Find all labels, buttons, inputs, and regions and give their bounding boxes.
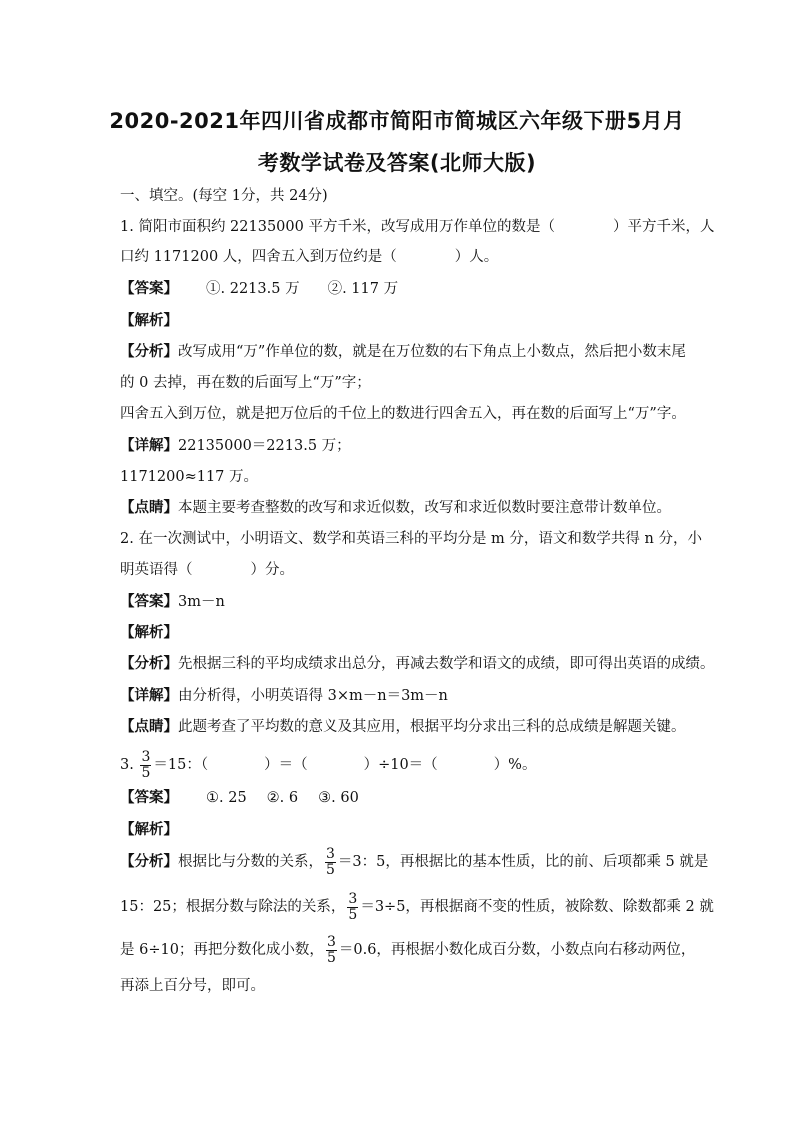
q3-fraction (140, 750, 151, 781)
q1-answer-1: ①. 2213.5 万 (206, 281, 300, 297)
q1-text2b: ）人。 (454, 249, 499, 265)
point-label: 【点睛】 (120, 719, 178, 735)
fraction-numerator: 3 (141, 748, 151, 765)
q2-answer-value: 3m－n (178, 594, 225, 610)
q1-answer-2: ②. 117 万 (327, 281, 399, 297)
q3-f2a: 15：25；根据分数与除法的关系， (120, 899, 346, 915)
q3-f2b: ＝3÷5，再根据商不变的性质，被除数、除数都乘 2 就 (360, 899, 714, 915)
q2-answer (120, 592, 225, 612)
q3-f1a: 根据比与分数的关系， (178, 854, 323, 870)
q3-question (120, 748, 536, 782)
answer-label: 【答案】 (120, 790, 178, 806)
answer-label: 【答案】 (120, 281, 178, 297)
detail-label: 【详解】 (120, 688, 178, 704)
q3-fraction-inline (326, 935, 337, 966)
q3-f3a: 是 6÷10；再把分数化成小数， (120, 942, 324, 958)
q2-analysis-label: 【解析】 (120, 625, 178, 641)
q3-f3b: ＝0.6，再根据小数化成百分数，小数点向右移动两位， (338, 942, 696, 958)
q2-text2: 明英语得（ (120, 562, 193, 578)
fenxi-label: 【分析】 (120, 854, 178, 870)
q1-analysis-label: 【解析】 (120, 313, 178, 329)
q1-point (120, 498, 671, 518)
q2-text2b: ）分。 (250, 562, 294, 578)
q2-point (120, 717, 686, 737)
q3-text-a: ＝15：（ (153, 757, 209, 773)
q2-point-text: 此题考查了平均数的意义及其应用，根据平均分求出三科的总成绩是解题关键。 (178, 719, 686, 735)
q3-number: 3. (120, 757, 134, 773)
q1-fenxi1: 改写成用“万”作单位的数，就是在万位数的右下角点上小数点，然后把小数末尾 (178, 344, 686, 360)
fraction-denominator: 5 (326, 949, 336, 966)
fenxi-label: 【分析】 (120, 656, 178, 672)
q3-fenxi-line4: 再添上百分号，即可。 (120, 978, 265, 994)
q3-f1b: ＝3：5，再根据比的基本性质，比的前、后项都乘 5 就是 (337, 854, 709, 870)
q1-text2: 口约 1171200 人，四舍五入到万位约是（ (120, 249, 397, 265)
q1-text1b: ）平方千米，人 (612, 219, 715, 235)
section-heading: 一、填空。(每空 1分，共 24分) (120, 188, 328, 204)
fraction-denominator: 5 (348, 906, 358, 923)
q1-detail1: 22135000＝2213.5 万； (178, 438, 351, 454)
q3-answer-1: ①. 25 (206, 790, 247, 806)
q3-answer (120, 788, 359, 808)
q3-analysis-label: 【解析】 (120, 822, 178, 838)
point-label: 【点睛】 (120, 500, 178, 516)
q2-detail-text: 由分析得，小明英语得 3×m－n＝3m－n (178, 688, 448, 704)
q1-line2 (120, 247, 498, 267)
q2-detail (120, 686, 448, 706)
q3-answer-3: ③. 60 (318, 790, 359, 806)
q2-fenxi-text: 先根据三科的平均成绩求出总分，再减去数学和语文的成绩，即可得出英语的成绩。 (178, 656, 715, 672)
q3-text-b: ）＝（ (264, 757, 308, 773)
answer-label: 【答案】 (120, 594, 178, 610)
q3-text-c: ）÷10＝（ (363, 757, 438, 773)
q1-line1 (120, 217, 714, 237)
q3-answer-2: ②. 6 (266, 790, 299, 806)
q3-fraction-inline (347, 892, 358, 923)
q1-detail2: 1171200≈117 万。 (120, 469, 259, 485)
fraction-denominator: 5 (141, 764, 151, 781)
q1-answer (120, 279, 398, 299)
fenxi-label: 【分析】 (120, 344, 178, 360)
fraction-numerator: 3 (348, 890, 358, 907)
q2-fenxi (120, 654, 715, 674)
fraction-denominator: 5 (326, 861, 335, 878)
q3-fraction-inline (325, 847, 336, 878)
q3-fenxi-line1 (120, 845, 708, 879)
fraction-numerator: 3 (326, 933, 336, 950)
q2-line1: 2. 在一次测试中，小明语文、数学和英语三科的平均分是 m 分，语文和数学共得 n 分，小 (120, 531, 702, 547)
q3-fenxi-line3 (120, 933, 695, 967)
doc-title-line2: 考数学试卷及答案(北师大版) (257, 151, 537, 175)
detail-label: 【详解】 (120, 438, 178, 454)
q3-fenxi-line2 (120, 890, 714, 924)
q1-fenxi3: 四舍五入到万位，就是把万位后的千位上的数进行四舍五入，再在数的后面写上“万”字。 (120, 406, 686, 422)
q1-detail-line1 (120, 436, 351, 456)
q3-text-d: ）%。 (493, 757, 537, 773)
q1-fenxi2: 的 0 去掉，再在数的后面写上“万”字； (120, 375, 371, 391)
q2-line2 (120, 560, 294, 580)
fraction-numerator: 3 (326, 845, 335, 862)
q1-text1: 1. 简阳市面积约 22135000 平方千米，改写成用万作单位的数是（ (120, 219, 555, 235)
doc-title-line1: 2020-2021年四川省成都市简阳市简城区六年级下册5月月 (109, 109, 685, 133)
q1-point-text: 本题主要考查整数的改写和求近似数，改写和求近似数时要注意带计数单位。 (178, 500, 671, 516)
q1-fenxi-line1 (120, 342, 686, 362)
